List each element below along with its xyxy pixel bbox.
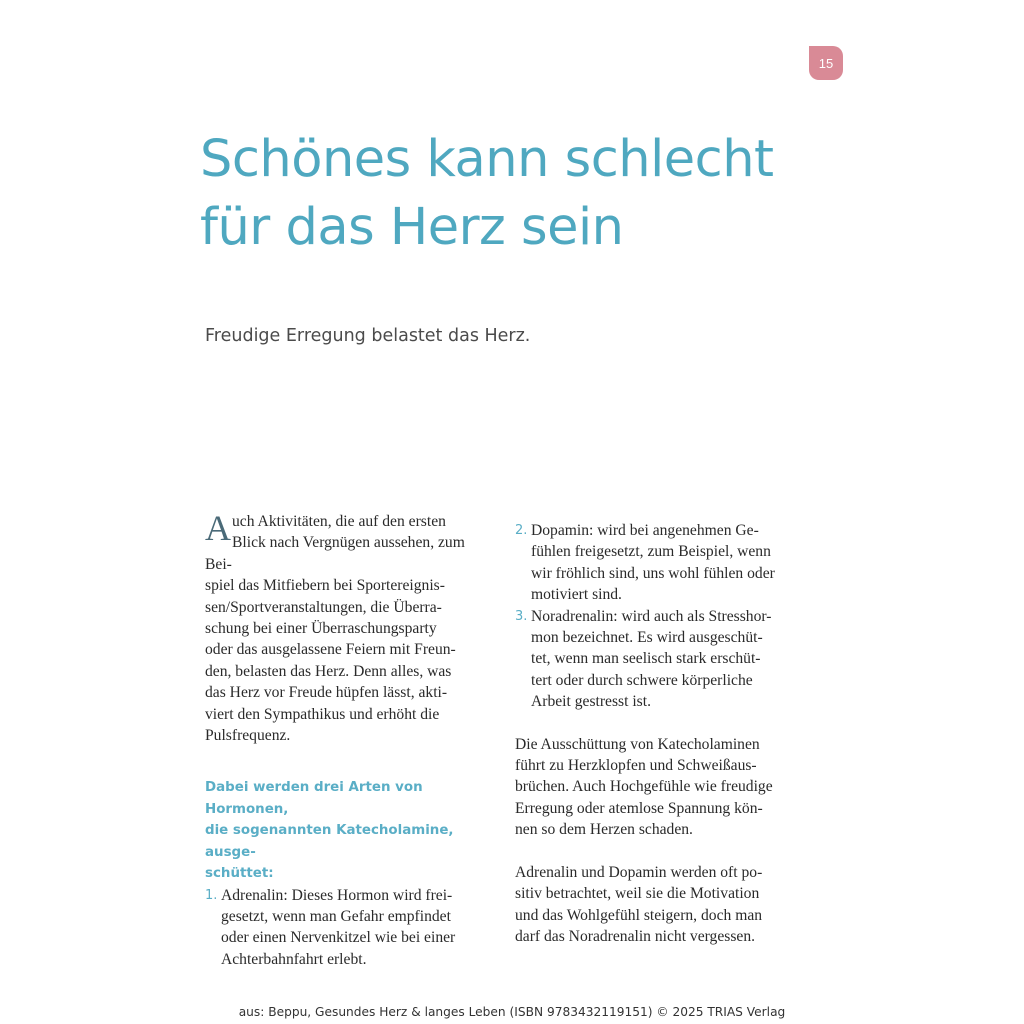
left-column (205, 508, 495, 970)
list-text: Noradrenalin: wird auch als Stresshor- mon bezeichnet. Es wird ausgeschüt- tet, wenn man seelisch stark erschüt- tert oder durch schwere körperliche Arbeit gestresst ist. (531, 607, 772, 711)
katecholamine-paragraph: Die Ausschüttung von Katecholaminen führt zu Herzklopfen und Schweißaus- brüchen. Auch Hochgefühle wie freudige Erregung oder atemlose Spannung kön- nen so dem Herzen schaden. (515, 735, 773, 839)
list-text: Adrenalin: Dieses Hormon wird frei- gesetzt, wenn man Gefahr empfindet oder einen Nervenkitzel wie bei einer Achterbahnfahrt erlebt. (221, 886, 456, 968)
list-number: 1. (205, 887, 218, 903)
subtitle: Freudige Erregung belastet das Herz. (205, 326, 531, 346)
hormone-list-part-2 (515, 520, 805, 713)
hormones-heading: Dabei werden drei Arten von Hormonen, die sogenannten Katecholamine, ausge- schüttet: (205, 780, 454, 882)
source-footer: aus: Beppu, Gesundes Herz & langes Leben (ISBN 9783432119151) © 2025 TRIAS Verlag (238, 1005, 786, 1019)
list-item (515, 606, 805, 713)
list-text: Dopamin: wird bei angenehmen Ge- fühlen freigesetzt, zum Beispiel, wenn wir fröhlich sind, uns wohl fühlen oder motiviert sind. (531, 522, 775, 604)
right-column (515, 520, 805, 947)
intro-text: uch Aktivitäten, die auf den ersten Blick nach Vergnügen aussehen, zum Bei- spiel das Mitfiebern bei Sportereignis- sen/Sportveranstaltungen, die Überra- schung bei einer Überraschungsparty oder das ausgelassene Feiern mit Freun- den, belasten das Herz. Denn alles, was das Herz vor Freude hüpfen lässt, akti- viert den Sympathikus und erhöht die Pulsfrequenz. (205, 513, 465, 745)
list-number: 2. (515, 523, 528, 538)
list-number: 3. (515, 608, 528, 624)
intro-paragraph (205, 508, 495, 746)
hormone-list-part-1 (205, 885, 495, 971)
drop-cap: A (205, 508, 231, 548)
page-title-text: Schönes kann schlecht für das Herz sein (200, 130, 774, 257)
list-item (205, 885, 495, 971)
list-item (515, 520, 805, 606)
conclusion-paragraph: Adrenalin und Dopamin werden oft po- sitiv betrachtet, weil sie die Motivation und das Wohlgefühl steigern, doch man darf das Noradrenalin nicht vergessen. (515, 863, 763, 945)
page-title (200, 126, 840, 262)
page-number-badge: 15 (809, 46, 843, 80)
